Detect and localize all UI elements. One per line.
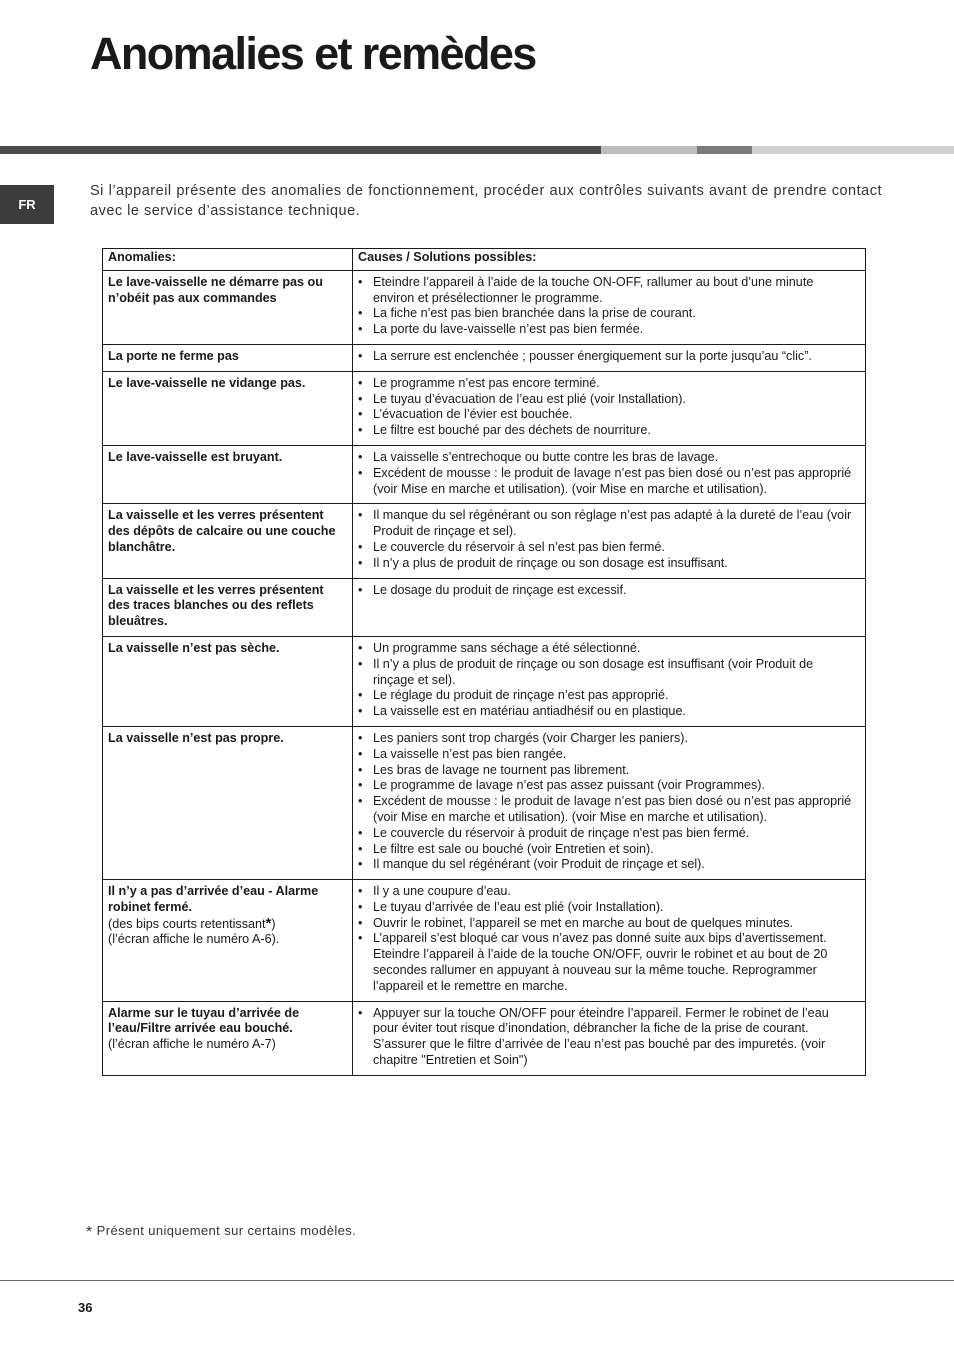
anomaly-cell <box>103 578 353 636</box>
anomaly-cell <box>103 726 353 879</box>
causes-cell <box>353 344 866 371</box>
footnote <box>86 1222 356 1240</box>
table-row <box>103 371 866 445</box>
causes-list <box>358 583 857 599</box>
anomaly-note: (l’écran affiche le numéro A-7) <box>108 1037 276 1052</box>
cause-item: • Le dosage du produit de rinçage est excessif. <box>358 583 857 599</box>
cause-item: • Il manque du sel régénérant (voir Produit de rinçage et sel). <box>358 857 857 873</box>
cause-item: • La vaisselle n’est pas bien rangée. <box>358 747 857 763</box>
anomaly-note <box>108 916 347 933</box>
anomaly-cell <box>103 445 353 503</box>
anomaly-text: La vaisselle et les verres présentent des traces blanches ou des reflets bleuâtres. <box>108 582 324 629</box>
table-row <box>103 1001 866 1075</box>
anomaly-cell <box>103 371 353 445</box>
causes-cell <box>353 578 866 636</box>
anomaly-text: La vaisselle et les verres présentent des dépôts de calcaire ou une couche blanchâtre. <box>108 508 336 554</box>
table-header-row <box>103 249 866 271</box>
causes-cell <box>353 726 866 879</box>
cause-item: • Le couvercle du réservoir à produit de rinçage n'est pas bien fermé. <box>358 826 857 842</box>
anomaly-text: La vaisselle n’est pas sèche. <box>108 640 280 655</box>
causes-cell <box>353 270 866 344</box>
anomaly-cell <box>103 636 353 726</box>
cause-item: • Excédent de mousse : le produit de lavage n’est pas bien dosé ou n’est pas approprié (voir Mise en marche et utilisation). (voir Mise en marche et utilisation). <box>358 794 857 826</box>
page-title: Anomalies et remèdes <box>90 28 536 79</box>
cause-item: • Les paniers sont trop chargés (voir Charger les paniers). <box>358 731 857 747</box>
anomaly-text: Le lave-vaisselle ne vidange pas. <box>108 375 306 390</box>
header-rule-light <box>601 146 697 154</box>
table-row <box>103 445 866 503</box>
anomaly-text: Il n’y a pas d’arrivée d’eau - Alarme robinet fermé. <box>108 884 319 914</box>
cause-item: • Les bras de lavage ne tournent pas librement. <box>358 763 857 779</box>
anomaly-cell <box>103 504 353 578</box>
cause-item: • Ouvrir le robinet, l’appareil se met en marche au bout de quelques minutes. <box>358 916 857 932</box>
causes-cell <box>353 1001 866 1075</box>
anomaly-text: La vaisselle n’est pas propre. <box>108 730 284 745</box>
anomaly-note: (l’écran affiche le numéro A-6). <box>108 932 280 947</box>
causes-header: Causes / Solutions possibles: <box>353 249 866 271</box>
cause-item: • La vaisselle s’entrechoque ou butte contre les bras de lavage. <box>358 450 857 466</box>
causes-list <box>358 508 857 571</box>
cause-item: • Un programme sans séchage a été sélectionné. <box>358 641 857 657</box>
page-number: 36 <box>78 1300 93 1315</box>
causes-cell <box>353 445 866 503</box>
causes-cell <box>353 504 866 578</box>
footnote-text: Présent uniquement sur certains modèles. <box>96 1223 357 1238</box>
table-row <box>103 636 866 726</box>
table-row <box>103 880 866 1002</box>
cause-item: • Il manque du sel régénérant ou son réglage n’est pas adapté à la dureté de l’eau (voir Produit de rinçage et sel). <box>358 508 857 540</box>
causes-list <box>358 376 857 439</box>
cause-item: • Le filtre est sale ou bouché (voir Entretien et soin). <box>358 842 857 858</box>
cause-item: • La fiche n’est pas bien branchée dans la prise de courant. <box>358 306 857 322</box>
cause-item: • Il y a une coupure d’eau. <box>358 884 857 900</box>
cause-item: • La vaisselle est en matériau antiadhésif ou en plastique. <box>358 704 857 720</box>
causes-list <box>358 884 857 995</box>
anomaly-cell <box>103 1001 353 1075</box>
footnote-marker: * <box>265 914 272 932</box>
table-row <box>103 504 866 578</box>
footer-rule <box>0 1280 954 1281</box>
anomaly-text: Le lave-vaisselle est bruyant. <box>108 449 283 464</box>
cause-item: • Le programme de lavage n’est pas assez puissant (voir Programmes). <box>358 778 857 794</box>
cause-item: • Le filtre est bouché par des déchets de nourriture. <box>358 423 857 439</box>
causes-cell <box>353 636 866 726</box>
cause-item: • Le tuyau d’arrivée de l’eau est plié (voir Installation). <box>358 900 857 916</box>
cause-item: • Excédent de mousse : le produit de lavage n’est pas bien dosé ou n’est pas approprié (voir Mise en marche et utilisation). (voir Mise en marche et utilisation). <box>358 466 857 498</box>
cause-item: • La serrure est enclenchée ; pousser énergiquement sur la porte jusqu’au “clic”. <box>358 349 857 365</box>
anomaly-text: Alarme sur le tuyau d’arrivée de l’eau/Filtre arrivée eau bouché. <box>108 1005 300 1036</box>
intro-paragraph: Si l’appareil présente des anomalies de fonctionnement, procéder aux contrôles suivants avant de prendre contact avec le service d’assistance technique. <box>90 183 882 219</box>
cause-item: • Le réglage du produit de rinçage n’est pas approprié. <box>358 688 857 704</box>
anomaly-note-text: (des bips courts retentissant <box>108 916 266 931</box>
cause-item: • Appuyer sur la touche ON/OFF pour éteindre l’appareil. Fermer le robinet de l’eau pour éviter tout risque d’inondation, débrancher la fiche de la prise de courant. S’assurer que le filtre d’arrivée de l’eau n’est pas bouché par des impuretés. (voir chapitre "Entretien et Soin") <box>358 1006 857 1069</box>
troubleshooting-table <box>102 248 866 1076</box>
table-row <box>103 344 866 371</box>
causes-list <box>358 1006 857 1069</box>
causes-list <box>358 731 857 873</box>
cause-item: • L’évacuation de l’évier est bouchée. <box>358 407 857 423</box>
cause-item: • La porte du lave-vaisselle n’est pas bien fermée. <box>358 322 857 338</box>
anomaly-text: Le lave-vaisselle ne démarre pas ou n’obéit pas aux commandes <box>108 274 323 305</box>
cause-item: • Le couvercle du réservoir à sel n’est pas bien fermé. <box>358 540 857 556</box>
header-rule-light-end <box>752 146 954 154</box>
anomaly-cell <box>103 880 353 1002</box>
cause-item: • Eteindre l’appareil à l’aide de la touche ON-OFF, rallumer au bout d’une minute environ et présélectionner le programme. <box>358 275 857 307</box>
anomaly-cell <box>103 344 353 371</box>
anomaly-note-close: ) <box>271 916 276 931</box>
anomalies-header: Anomalies: <box>103 249 353 271</box>
cause-item: • Il n’y a plus de produit de rinçage ou son dosage est insuffisant (voir Produit de rinçage et sel). <box>358 657 857 689</box>
table-row <box>103 726 866 879</box>
cause-item: • Le programme n’est pas encore terminé. <box>358 376 857 392</box>
anomaly-text: La porte ne ferme pas <box>108 348 239 363</box>
footnote-marker: * <box>86 1224 93 1241</box>
causes-cell <box>353 371 866 445</box>
causes-list <box>358 450 857 497</box>
causes-list <box>358 275 857 338</box>
anomaly-cell <box>103 270 353 344</box>
language-tab: FR <box>0 185 54 224</box>
cause-item: • L’appareil s’est bloqué car vous n’avez pas donné suite aux bips d’avertissement. Eteindre l’appareil à l’aide de la touche ON/OFF, ouvrir le robinet et au bout de 20 secondes rallumer en appuyant à nouveau sur la même touche. Reprogrammer l’appareil et le remettre en marche. <box>358 931 857 994</box>
header-rule-mid <box>697 146 752 154</box>
causes-list <box>358 641 857 720</box>
header-rule-dark <box>0 146 601 154</box>
causes-cell <box>353 880 866 1002</box>
causes-list <box>358 349 857 365</box>
cause-item: • Il n’y a plus de produit de rinçage ou son dosage est insuffisant. <box>358 556 857 572</box>
table-row <box>103 578 866 636</box>
table-row <box>103 270 866 344</box>
cause-item: • Le tuyau d’évacuation de l’eau est plié (voir Installation). <box>358 392 857 408</box>
